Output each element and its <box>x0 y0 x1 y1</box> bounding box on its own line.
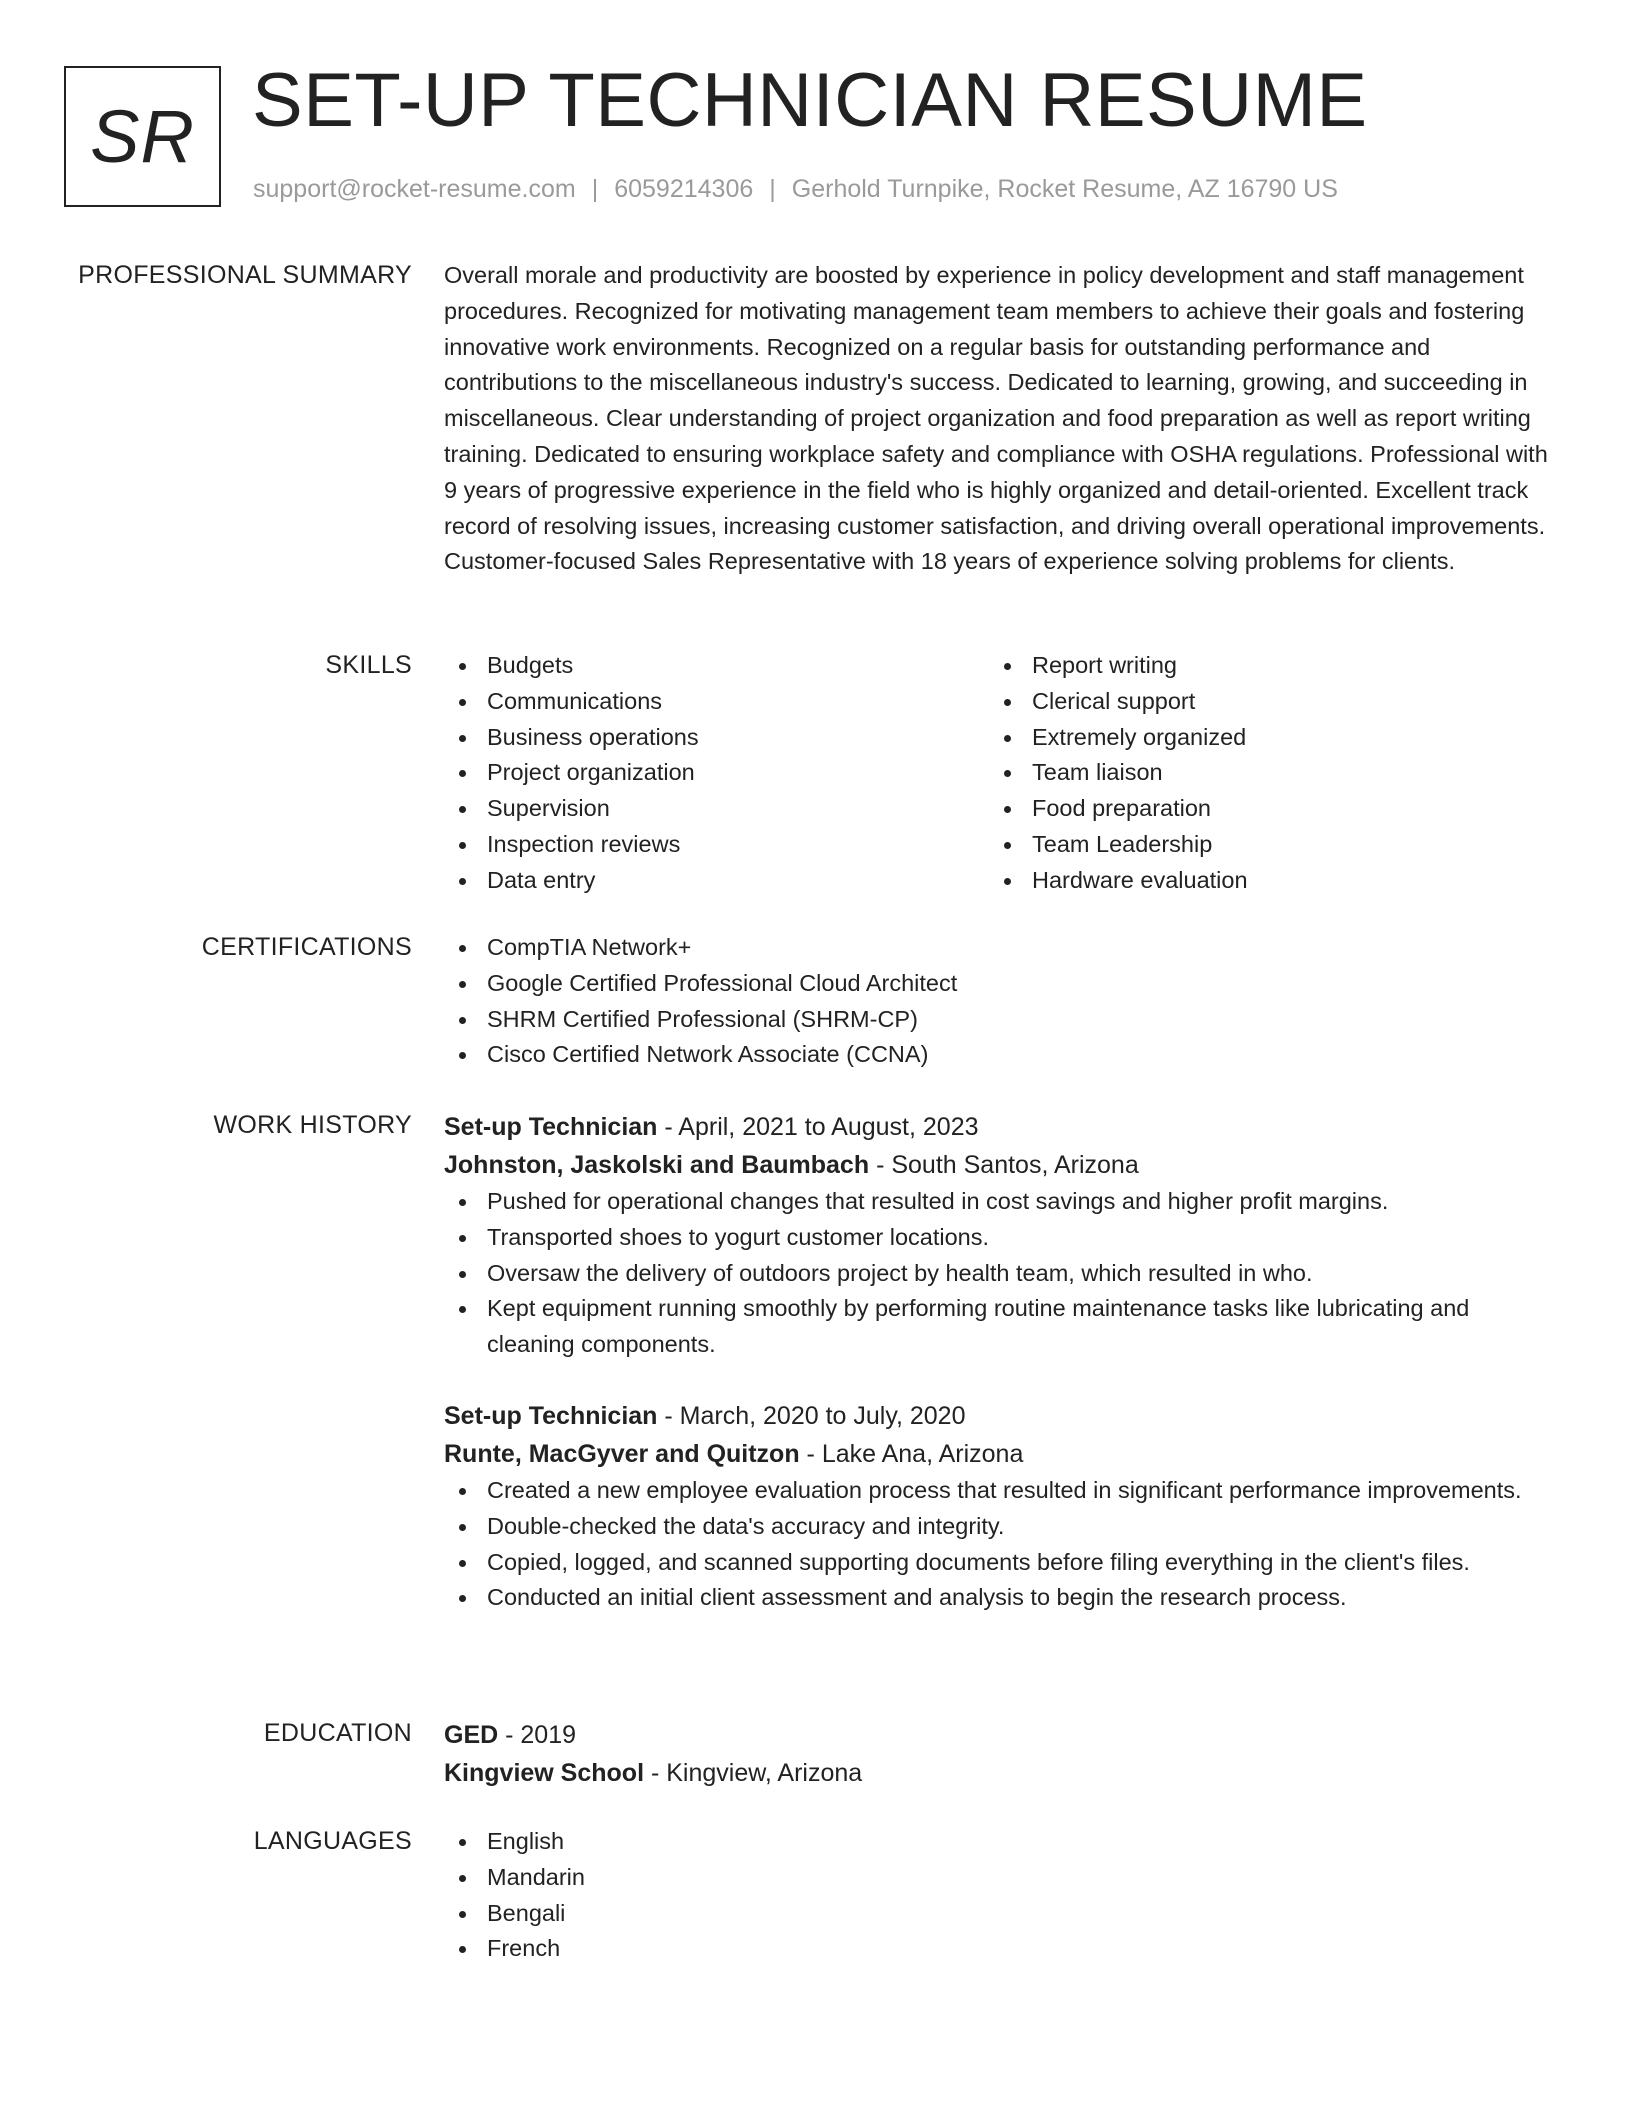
language-item: English <box>444 1824 1556 1860</box>
job-title: Set-up Technician <box>444 1113 658 1141</box>
section-heading-languages: LANGUAGES <box>253 1827 412 1855</box>
contact-separator: | <box>591 175 599 203</box>
skills-list-right <box>989 648 1534 899</box>
education-location: - Kingview, Arizona <box>644 1759 863 1787</box>
education-school: Kingview School <box>444 1759 645 1787</box>
job-title: Set-up Technician <box>444 1401 658 1430</box>
job-duties-list <box>444 1184 1556 1363</box>
job-duty-item: Transported shoes to yogurt customer locations. <box>444 1220 1556 1256</box>
education-degree: GED <box>444 1721 499 1749</box>
job-entry <box>444 1397 1556 1616</box>
education-degree-line <box>444 1716 1556 1754</box>
languages-body <box>444 1824 1556 1967</box>
skill-item: Business operations <box>444 720 989 756</box>
skill-item: Supervision <box>444 791 989 827</box>
section-heading-education: EDUCATION <box>263 1719 412 1747</box>
certification-item: Cisco Certified Network Associate (CCNA) <box>444 1037 1556 1073</box>
section-heading-skills: SKILLS <box>325 651 412 679</box>
job-duty-item: Oversaw the delivery of outdoors project by health team, which resulted in who. <box>444 1256 1556 1292</box>
skill-item: Extremely organized <box>989 720 1534 756</box>
job-duty-item: Double-checked the data's accuracy and integrity. <box>444 1509 1556 1545</box>
certifications-list <box>444 930 1556 1073</box>
language-item: French <box>444 1931 1556 1967</box>
certification-item: SHRM Certified Professional (SHRM-CP) <box>444 1002 1556 1038</box>
skill-item: Team liaison <box>989 755 1534 791</box>
language-item: Bengali <box>444 1896 1556 1932</box>
languages-list <box>444 1824 1556 1967</box>
job-duty-item: Pushed for operational changes that resulted in cost savings and higher profit margins. <box>444 1184 1556 1220</box>
education-body <box>444 1716 1556 1792</box>
skill-item: Food preparation <box>989 791 1534 827</box>
section-heading-summary: PROFESSIONAL SUMMARY <box>78 261 412 289</box>
skill-item: Project organization <box>444 755 989 791</box>
job-duties-list <box>444 1473 1556 1616</box>
job-location: - South Santos, Arizona <box>869 1151 1139 1179</box>
job-duty-item: Conducted an initial client assessment and analysis to begin the research process. <box>444 1580 1556 1616</box>
skill-item: Team Leadership <box>989 827 1534 863</box>
job-company-line <box>444 1146 1556 1184</box>
skill-item: Hardware evaluation <box>989 863 1534 899</box>
job-dates: - March, 2020 to July, 2020 <box>657 1401 966 1430</box>
summary-body <box>444 258 1556 580</box>
section-heading-certifications: CERTIFICATIONS <box>201 933 412 961</box>
summary-text: Overall morale and productivity are boosted by experience in policy development and staff management procedures. Recognized for motivating management team members to achieve their goals and fostering innovative work environments. Recognized on a regular basis for outstanding performance and contributions to the miscellaneous industry's success. Dedicated to learning, growing, and succeeding in miscellaneous. Clear understanding of project organization and food preparation as well as report writing training. Dedicated to ensuring workplace safety and compliance with OSHA regulations. Professional with 9 years of progressive experience in the field who is highly organized and detail-oriented. Excellent track record of resolving issues, increasing customer satisfaction, and driving overall operational improvements. Customer-focused Sales Representative with 18 years of experience solving problems for clients. <box>444 262 1548 575</box>
skill-item: Report writing <box>989 648 1534 684</box>
job-dates: - April, 2021 to August, 2023 <box>657 1113 979 1141</box>
contact-separator: | <box>769 175 776 203</box>
job-entry <box>444 1108 1556 1363</box>
skill-item: Communications <box>444 684 989 720</box>
job-company-line <box>444 1435 1556 1473</box>
skills-body <box>444 648 1556 899</box>
contact-line <box>253 172 1338 206</box>
education-school-line <box>444 1754 1556 1792</box>
work-history-body <box>444 1108 1556 1616</box>
skills-list-left <box>444 648 989 899</box>
contact-email[interactable]: support@rocket-resume.com <box>253 175 576 203</box>
monogram-initials: SR <box>90 95 195 178</box>
skill-item: Budgets <box>444 648 989 684</box>
language-item: Mandarin <box>444 1860 1556 1896</box>
certification-item: CompTIA Network+ <box>444 930 1556 966</box>
job-title-line <box>444 1108 1556 1146</box>
contact-phone[interactable]: 6059214306 <box>614 175 754 203</box>
job-company: Johnston, Jaskolski and Baumbach <box>444 1151 870 1179</box>
resume-title: SET-UP TECHNICIAN RESUME <box>252 58 1368 143</box>
certification-item: Google Certified Professional Cloud Architect <box>444 966 1556 1002</box>
certifications-body <box>444 930 1556 1073</box>
job-company: Runte, MacGyver and Quitzon <box>444 1439 800 1468</box>
job-duty-item: Kept equipment running smoothly by performing routine maintenance tasks like lubricating and cleaning components. <box>444 1291 1556 1363</box>
section-heading-work-history: WORK HISTORY <box>213 1111 412 1139</box>
contact-address: Gerhold Turnpike, Rocket Resume, AZ 16790 US <box>791 175 1338 203</box>
job-location: - Lake Ana, Arizona <box>799 1439 1024 1468</box>
education-year: - 2019 <box>498 1721 577 1749</box>
job-duty-item: Created a new employee evaluation process that resulted in significant performance improvements. <box>444 1473 1556 1509</box>
skill-item: Inspection reviews <box>444 827 989 863</box>
job-title-line <box>444 1397 1556 1435</box>
monogram-box <box>64 66 221 207</box>
job-duty-item: Copied, logged, and scanned supporting documents before filing everything in the client's files. <box>444 1545 1556 1581</box>
skill-item: Clerical support <box>989 684 1534 720</box>
skill-item: Data entry <box>444 863 989 899</box>
